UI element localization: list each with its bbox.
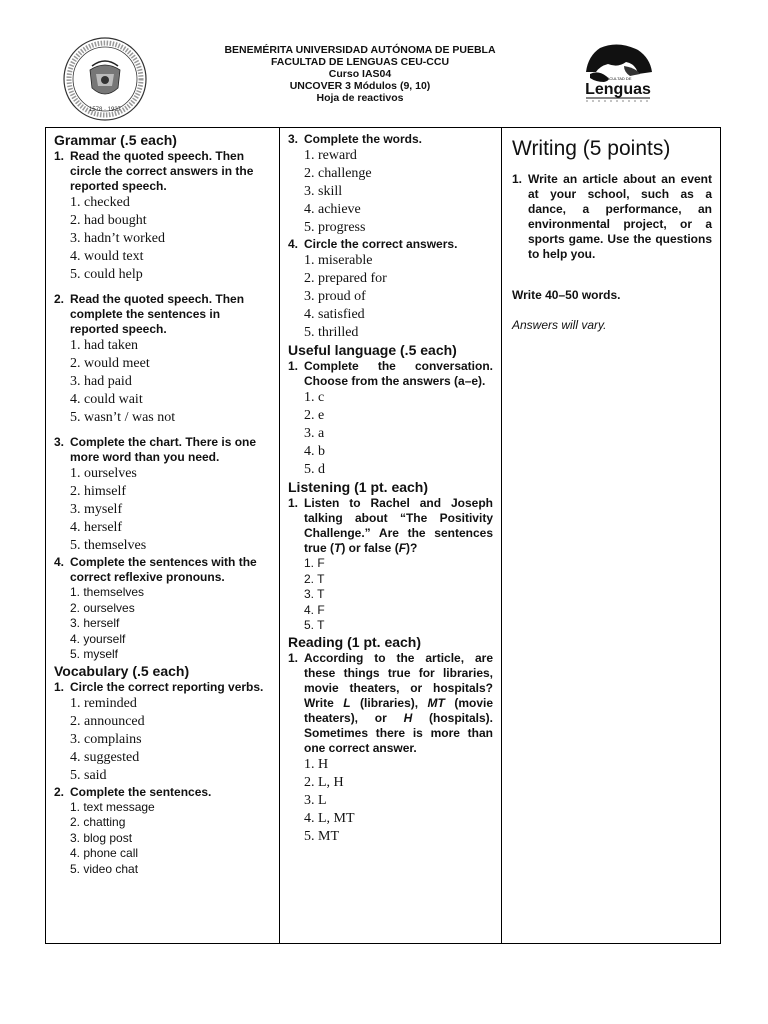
grammar-title: Grammar (.5 each) <box>54 132 177 148</box>
list-item: 2. announced <box>70 713 145 729</box>
list-item: 2. had bought <box>70 213 147 228</box>
grammar-q2-instruction: 2. Read the quoted speech. Then complete the sentences in reported speech. <box>54 292 245 336</box>
list-item: 2. chatting <box>70 815 126 829</box>
list-item: 4. suggested <box>70 749 140 765</box>
grammar-q1-answers <box>54 194 271 284</box>
list-item: 5. thrilled <box>304 325 359 340</box>
list-item: 1. reminded <box>70 695 137 711</box>
vocabulary-q4-instruction: 4. Circle the correct answers. <box>288 237 458 251</box>
list-item: 1. text message <box>70 799 155 814</box>
list-item: 3. L <box>304 792 327 808</box>
useful-language-title: Useful language (.5 each) <box>288 342 457 358</box>
list-item: 1. reward <box>304 148 357 163</box>
list-item: 3. myself <box>70 502 123 517</box>
word-count-instruction: Write 40–50 words. <box>512 288 621 302</box>
list-item: 2. L, H <box>304 774 344 790</box>
university-name: BENEMÉRITA UNIVERSIDAD AUTÓNOMA DE PUEBLA <box>224 44 496 56</box>
list-item: 3. T <box>304 587 325 601</box>
vocabulary-q2-answers <box>54 800 271 878</box>
list-item: 5. wasn’t / was not <box>70 410 176 425</box>
list-item: 4. could wait <box>70 392 143 407</box>
list-item: 2. e <box>304 408 325 423</box>
listening-q1-instruction: 1. Listen to Rachel and Joseph talking about “The Positivity Challenge.” Are the sentences true (T) or false (F)? <box>288 496 493 555</box>
grammar-q2-answers <box>54 337 271 427</box>
list-item: 3. complains <box>70 731 142 747</box>
list-item: 5. progress <box>304 220 366 235</box>
list-item: 1. ourselves <box>70 466 137 481</box>
sheet-title: Hoja de reactivos <box>316 92 404 104</box>
list-item: 1. had taken <box>70 338 139 353</box>
list-item: 1. c <box>304 390 325 405</box>
list-item: 3. proud of <box>304 289 366 304</box>
list-item: 5. myself <box>70 647 119 661</box>
vocabulary-q3-instruction: 3. Complete the words. <box>288 132 423 146</box>
list-item: 4. L, MT <box>304 810 355 826</box>
list-item: 2. challenge <box>304 166 372 181</box>
list-item: 5. could help <box>70 267 143 282</box>
list-item: 3. skill <box>304 184 343 199</box>
list-item: 1. F <box>304 556 325 570</box>
reading-q1-instruction: 1. According to the article, are these things true for libraries, movie theaters, or hospitals? Write L (libraries), MT (movie theaters), or H (hospitals). Sometimes there is more than one correct answer. <box>288 650 494 755</box>
list-item: 4. b <box>304 444 325 459</box>
list-item: 5. MT <box>304 828 339 844</box>
list-item: 1. themselves <box>70 585 145 599</box>
list-item: 2. T <box>304 571 325 586</box>
list-item: 3. a <box>304 426 325 441</box>
list-item: 4. yourself <box>70 631 126 646</box>
module-line: UNCOVER 3 Módulos (9, 10) <box>289 80 431 92</box>
list-item: 1. H <box>304 756 329 772</box>
list-item: 4. satisfied <box>304 307 365 322</box>
writing-q1-instruction: 1. Write an article about an event at your school, such as a dance, a performance, an environmental project, or a sports game. Use the questions to help you. <box>512 172 712 261</box>
faculty-logo-icon <box>578 42 658 108</box>
list-item: 5. d <box>304 462 325 477</box>
seal-year: 1578 · 1937 <box>88 107 122 113</box>
column-writing <box>502 128 720 943</box>
header-title-block <box>200 44 520 104</box>
list-item: 2. himself <box>70 484 126 499</box>
listening-title: Listening (1 pt. each) <box>288 479 429 495</box>
university-seal-icon <box>62 36 148 122</box>
vocabulary-q3-answers <box>288 147 493 237</box>
course-code: Curso IAS04 <box>328 68 392 80</box>
vocabulary-q1-instruction: 1. Circle the correct reporting verbs. <box>54 679 264 694</box>
vocabulary-q2-instruction: 2. Complete the sentences. <box>54 784 212 799</box>
column-vocabulary-skills <box>280 128 502 943</box>
list-item: 5. themselves <box>70 538 147 553</box>
vocabulary-q4-answers <box>288 252 493 342</box>
grammar-q4-answers <box>54 585 271 663</box>
answers-vary-note: Answers will vary. <box>512 318 607 332</box>
list-item: 2. prepared for <box>304 271 387 286</box>
useful-language-q1-instruction: 1. Complete the conversation. Choose from the answers (a–e). <box>288 359 493 388</box>
list-item: 4. would text <box>70 249 144 264</box>
list-item: 1. checked <box>70 195 130 210</box>
vocabulary-title: Vocabulary (.5 each) <box>54 662 190 679</box>
list-item: 3. hadn’t worked <box>70 231 165 246</box>
grammar-q3-answers <box>54 465 271 555</box>
list-item: 4. F <box>304 602 325 617</box>
list-item: 4. phone call <box>70 846 139 860</box>
column-grammar-vocabulary <box>46 128 280 943</box>
list-item: 1. miserable <box>304 253 373 268</box>
grammar-q3-instruction: 3. Complete the chart. There is one more word than you need. <box>54 435 257 464</box>
list-item: 5. T <box>304 618 325 632</box>
logo-text: Lenguas <box>585 81 651 98</box>
logo-small-text: FACULTAD DE <box>604 76 632 81</box>
vocabulary-q1-answers <box>54 695 271 785</box>
reading-title: Reading (1 pt. each) <box>288 633 422 650</box>
list-item: 5. video chat <box>70 861 139 876</box>
writing-title: Writing (5 points) <box>512 137 671 160</box>
list-item: 3. herself <box>70 616 120 630</box>
answer-key-table <box>45 127 721 944</box>
useful-language-q1-answers <box>288 389 493 479</box>
listening-q1-answers <box>288 556 493 634</box>
list-item: 2. would meet <box>70 356 150 371</box>
grammar-q4-instruction: 4. Complete the sentences with the correct reflexive pronouns. <box>54 555 257 584</box>
grammar-q1-instruction: 1. Read the quoted speech. Then circle the correct answers in the reported speech. <box>54 149 254 193</box>
reading-q1-answers <box>288 756 493 846</box>
list-item: 3. had paid <box>70 374 132 389</box>
list-item: 3. blog post <box>70 830 133 845</box>
list-item: 5. said <box>70 767 107 783</box>
faculty-name: FACULTAD DE LENGUAS CEU-CCU <box>270 56 450 68</box>
page-header <box>0 0 768 125</box>
list-item: 4. achieve <box>304 202 361 217</box>
list-item: 4. herself <box>70 520 123 535</box>
list-item: 2. ourselves <box>70 600 135 615</box>
